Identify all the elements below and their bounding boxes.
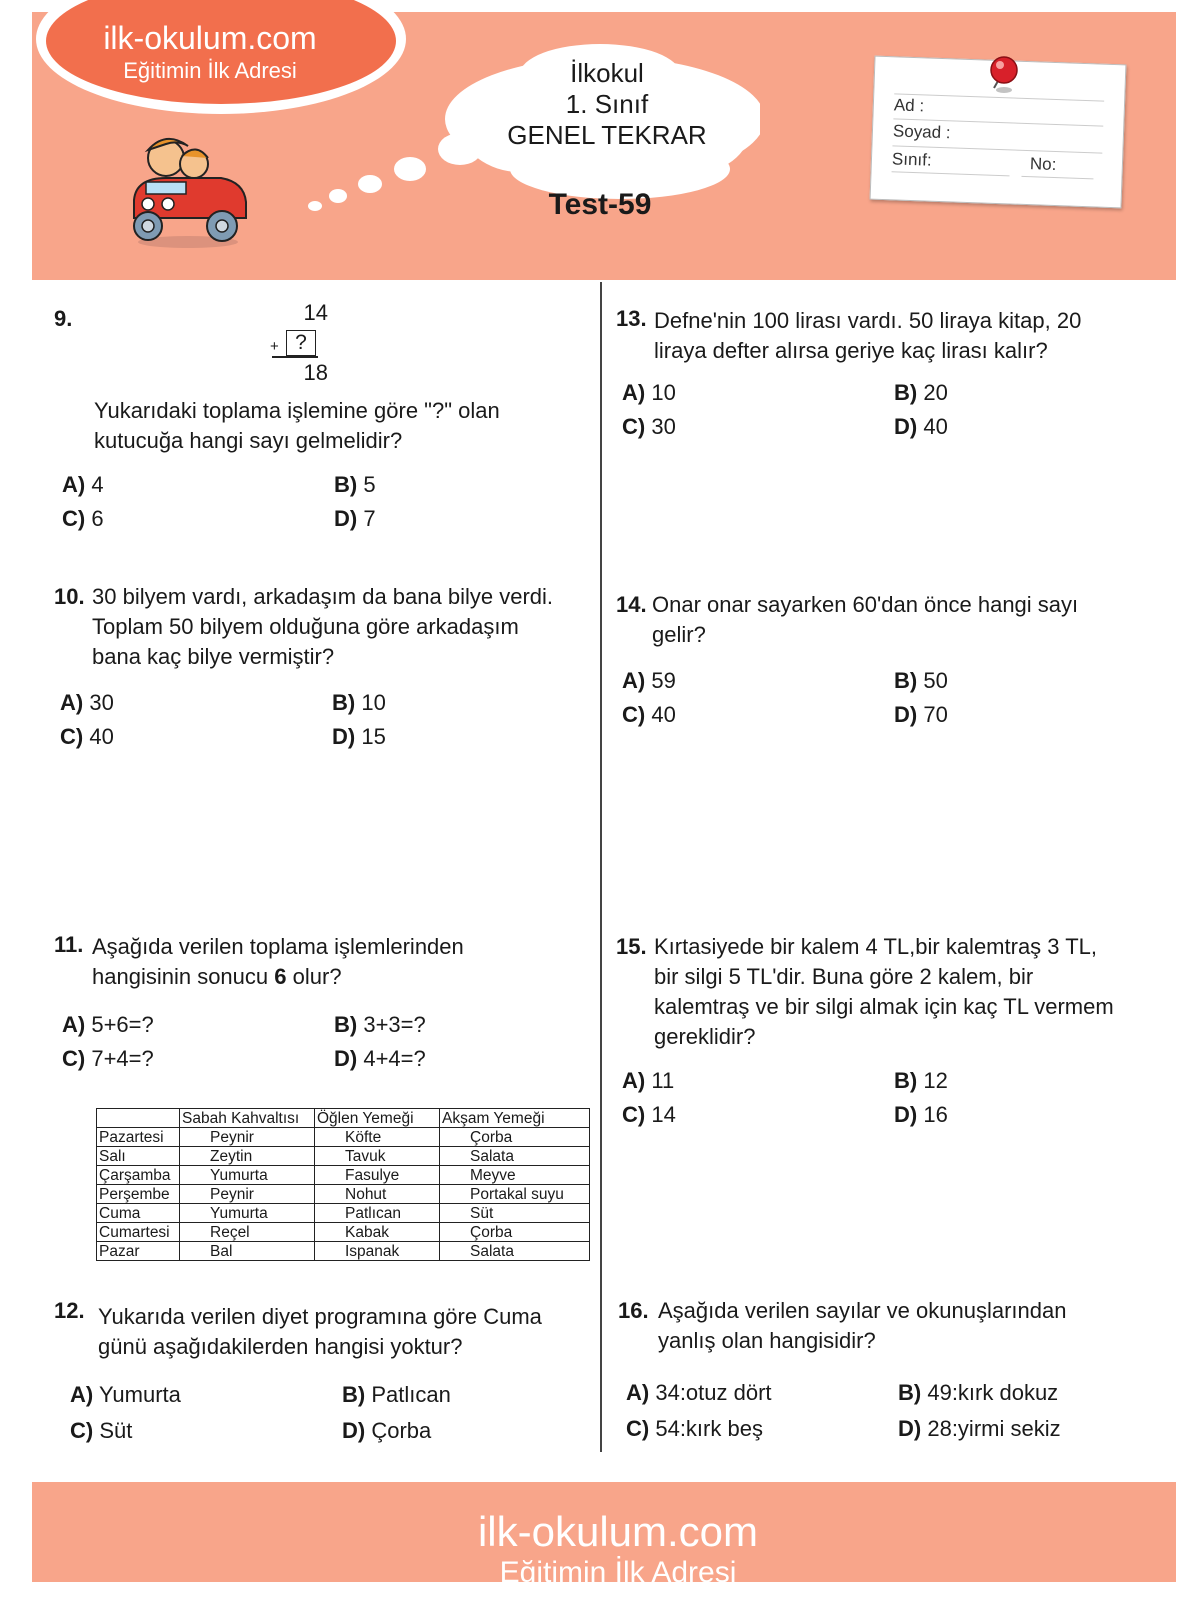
q11-option-c[interactable]: C) 7+4=? [62, 1046, 154, 1071]
table-cell: Peynir [180, 1128, 315, 1147]
table-cell: Çarşamba [97, 1166, 180, 1185]
table-cell: Yumurta [180, 1166, 315, 1185]
question-9-number: 9. [54, 306, 73, 331]
level-label: İlkokul [570, 58, 644, 88]
table-cell: Köfte [315, 1128, 440, 1147]
q10-option-b[interactable]: B) 10 [332, 690, 386, 715]
question-15-text-line1: Kırtasiyede bir kalem 4 TL,bir kalemtraş 3 TL, [654, 934, 1098, 959]
question-15-text-line2: bir silgi 5 TL'dir. Buna göre 2 kalem, bir [654, 964, 1034, 989]
q9-addend-top: 14 [303, 300, 328, 325]
push-pin-icon [980, 52, 1026, 103]
diet-program-table [96, 1108, 590, 1261]
question-15-number: 15. [616, 934, 647, 959]
q12-option-c[interactable]: C) Süt [70, 1418, 133, 1443]
question-16-number: 16. [618, 1298, 649, 1323]
question-15-text-line3: kalemtraş ve bir silgi almak için kaç TL vermem [654, 994, 1114, 1019]
column-divider [600, 282, 602, 1452]
q13-option-a[interactable]: A) 10 [622, 380, 676, 405]
question-11-text-line1: Aşağıda verilen toplama işlemlerinden [92, 934, 464, 959]
table-cell: Salı [97, 1147, 180, 1166]
q14-option-a[interactable]: A) 59 [622, 668, 676, 693]
q15-option-a[interactable]: A) 11 [622, 1068, 675, 1093]
question-9-text-line2: kutucuğa hangi sayı gelmelidir? [94, 428, 403, 453]
table-cell: Cumartesi [97, 1223, 180, 1242]
table-row [97, 1185, 590, 1204]
table-cell: Meyve [440, 1166, 590, 1185]
table-cell: Pazartesi [97, 1128, 180, 1147]
q9-option-c[interactable]: C) 6 [62, 506, 104, 531]
question-12-text-line2: günü aşağıdakilerden hangisi yoktur? [98, 1334, 463, 1359]
table-row [97, 1147, 590, 1166]
q9-option-d[interactable]: D) 7 [334, 506, 376, 531]
question-9-text-line1: Yukarıdaki toplama işlemine göre "?" olan [94, 398, 500, 423]
question-15-text-line4: gereklidir? [654, 1024, 756, 1049]
table-cell: Peynir [180, 1185, 315, 1204]
table-header-cell [97, 1109, 180, 1128]
q12-option-d[interactable]: D) Çorba [342, 1418, 432, 1443]
question-10-text-line1: 30 bilyem vardı, arkadaşım da bana bilye verdi. [92, 584, 554, 609]
footer-site-name: ilk-okulum.com [477, 1508, 759, 1555]
table-cell: Perşembe [97, 1185, 180, 1204]
question-14-number: 14. [616, 592, 647, 617]
q15-option-c[interactable]: C) 14 [622, 1102, 676, 1127]
table-cell: Tavuk [315, 1147, 440, 1166]
table-cell: Süt [440, 1204, 590, 1223]
question-11-number: 11. [54, 932, 84, 957]
number-label: No: [1029, 154, 1057, 175]
table-header-cell: Sabah Kahvaltısı [180, 1109, 315, 1128]
table-cell: Fasulye [315, 1166, 440, 1185]
question-14-text-line1: Onar onar sayarken 60'dan önce hangi sayı [652, 592, 1079, 617]
q11-target-number: 6 [274, 964, 287, 989]
table-header-cell: Akşam Yemeği [440, 1109, 590, 1128]
q9-result: 18 [303, 360, 328, 385]
car-illustration [126, 130, 256, 255]
table-cell: Nohut [315, 1185, 440, 1204]
q16-option-c[interactable]: C) 54:kırk beş [626, 1416, 763, 1441]
q9-option-a[interactable]: A) 4 [62, 472, 104, 497]
table-cell: Patlıcan [315, 1204, 440, 1223]
table-row [97, 1223, 590, 1242]
table-header-row [97, 1109, 590, 1128]
table-cell: Yumurta [180, 1204, 315, 1223]
question-10-number: 10. [54, 584, 85, 609]
class-line [892, 171, 1010, 176]
q9-unknown-box: ? [286, 330, 316, 356]
number-line [1021, 176, 1093, 180]
table-cell: Salata [440, 1147, 590, 1166]
surname-label: Soyad : [892, 121, 951, 143]
table-row [97, 1204, 590, 1223]
table-cell: Pazar [97, 1242, 180, 1261]
q16-option-b[interactable]: B) 49:kırk dokuz [898, 1380, 1059, 1405]
q15-option-b[interactable]: B) 12 [894, 1068, 948, 1093]
question-14-text-line2: gelir? [652, 622, 706, 647]
question-16-text-line2: yanlış olan hangisidir? [658, 1328, 876, 1353]
q16-option-d[interactable]: D) 28:yirmi sekiz [898, 1416, 1061, 1441]
q11-option-a[interactable]: A) 5+6=? [62, 1012, 154, 1037]
subject-label: GENEL TEKRAR [507, 120, 707, 150]
question-11-text-line2: hangisinin sonucu 6 olur? [92, 964, 342, 989]
question-12-number: 12. [54, 1298, 85, 1323]
q9-option-b[interactable]: B) 5 [334, 472, 376, 497]
q10-option-c[interactable]: C) 40 [60, 724, 114, 749]
table-cell: Ispanak [315, 1242, 440, 1261]
q12-option-a[interactable]: A) Yumurta [70, 1382, 181, 1407]
q13-option-b[interactable]: B) 20 [894, 380, 948, 405]
q14-option-d[interactable]: D) 70 [894, 702, 948, 727]
table-cell: Zeytin [180, 1147, 315, 1166]
table-cell: Çorba [440, 1128, 590, 1147]
q10-option-a[interactable]: A) 30 [60, 690, 114, 715]
table-cell: Kabak [315, 1223, 440, 1242]
question-16-text-line1: Aşağıda verilen sayılar ve okunuşlarından [658, 1298, 1067, 1323]
logo-slogan: Eğitimin İlk Adresi [123, 58, 297, 83]
table-cell: Reçel [180, 1223, 315, 1242]
question-10-text-line3: bana kaç bilye vermiştir? [92, 644, 335, 669]
q11-option-b[interactable]: B) 3+3=? [334, 1012, 426, 1037]
q12-option-b[interactable]: B) Patlıcan [342, 1382, 451, 1407]
q13-option-c[interactable]: C) 30 [622, 414, 676, 439]
q11-option-d[interactable]: D) 4+4=? [334, 1046, 426, 1071]
table-cell: Bal [180, 1242, 315, 1261]
question-13-text-line2: liraya defter alırsa geriye kaç lirası kalır? [654, 338, 1048, 363]
table-row [97, 1128, 590, 1147]
q14-option-c[interactable]: C) 40 [622, 702, 676, 727]
grade-label: 1. Sınıf [565, 89, 649, 119]
question-12-text-line1: Yukarıda verilen diyet programına göre Cuma [98, 1304, 542, 1329]
q13-option-d[interactable]: D) 40 [894, 414, 948, 439]
table-row [97, 1242, 590, 1261]
table-row [97, 1166, 590, 1185]
table-cell: Çorba [440, 1223, 590, 1242]
footer-slogan: Eğitimin İlk Adresi [499, 1556, 737, 1589]
question-13-number: 13. [616, 306, 647, 331]
logo-site-name: ilk-okulum.com [103, 20, 317, 56]
table-header-cell: Öğlen Yemeği [315, 1109, 440, 1128]
table-cell: Portakal suyu [440, 1185, 590, 1204]
q9-plus-sign: + [270, 338, 279, 355]
q15-option-d[interactable]: D) 16 [894, 1102, 948, 1127]
question-10-text-line2: Toplam 50 bilyem olduğuna göre arkadaşım [92, 614, 519, 639]
q14-option-b[interactable]: B) 50 [894, 668, 948, 693]
q10-option-d[interactable]: D) 15 [332, 724, 386, 749]
class-label: Sınıf: [891, 149, 932, 170]
q9-sum-line [272, 356, 318, 358]
question-13-text-line1: Defne'nin 100 lirası vardı. 50 liraya kitap, 20 [654, 308, 1082, 333]
test-title: Test-59 [548, 188, 652, 221]
q16-option-a[interactable]: A) 34:otuz dört [626, 1380, 772, 1405]
table-cell: Salata [440, 1242, 590, 1261]
name-label: Ad : [893, 95, 925, 116]
table-cell: Cuma [97, 1204, 180, 1223]
